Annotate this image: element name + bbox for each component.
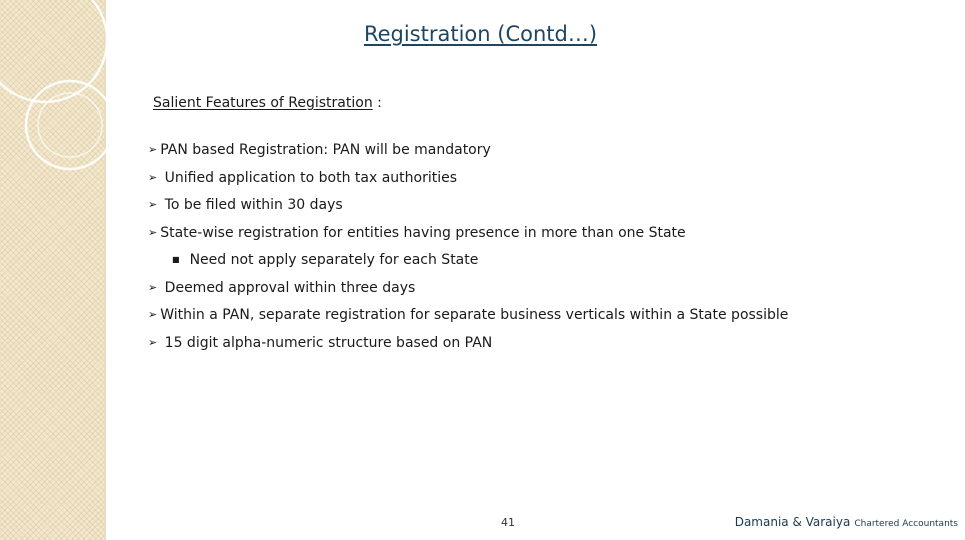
footer (735, 513, 958, 531)
section-subtitle (153, 95, 382, 111)
list-item (148, 223, 686, 243)
list-item-text: Unified application to both tax authorities (160, 170, 458, 186)
list-item-text: PAN based Registration: PAN will be mandatory (160, 142, 491, 158)
list-item-text: 15 digit alpha-numeric structure based on PAN (160, 335, 493, 351)
subtitle-text: Salient Features of Registration (153, 95, 373, 111)
arrow-right-icon: ➢ (148, 198, 158, 211)
list-item-text: State-wise registration for entities having presence in more than one State (160, 225, 686, 241)
list-item-text: To be filed within 30 days (160, 197, 343, 213)
list-item (148, 168, 457, 188)
square-bullet-icon: ■ (172, 255, 180, 264)
list-item (148, 195, 343, 215)
arrow-right-icon: ➢ (148, 171, 158, 184)
list-item-text: Deemed approval within three days (160, 280, 416, 296)
sub-list-item (172, 250, 478, 270)
arrow-right-icon: ➢ (148, 308, 158, 321)
list-item-text: Need not apply separately for each State (189, 252, 479, 268)
footer-firm-name: Damania & Varaiya (734, 515, 851, 529)
arrow-right-icon: ➢ (148, 281, 158, 294)
list-item-text: Within a PAN, separate registration for separate business verticals within a State possible (160, 307, 789, 323)
page-number: 41 (501, 516, 515, 529)
arrow-right-icon: ➢ (148, 143, 158, 156)
list-item (148, 278, 415, 298)
list-item (148, 305, 788, 325)
slide-title: Registration (Contd…) (363, 22, 598, 46)
list-item (148, 140, 491, 160)
arrow-right-icon: ➢ (148, 336, 158, 349)
subtitle-suffix: : (372, 95, 382, 111)
list-item (148, 333, 492, 353)
footer-firm-tagline: Chartered Accountants (854, 519, 958, 529)
arrow-right-icon: ➢ (148, 226, 158, 239)
